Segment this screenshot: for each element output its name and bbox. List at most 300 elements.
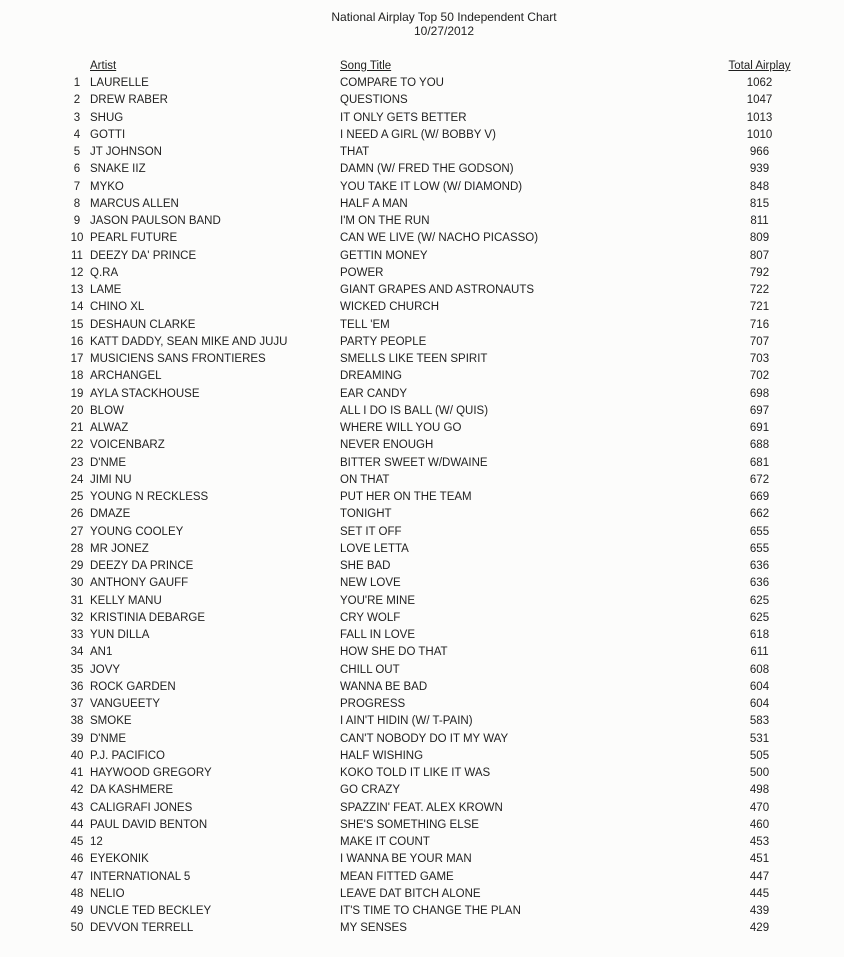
cell-spacer [0, 110, 64, 127]
cell-total: 445 [749, 887, 770, 900]
cell-artist: SNAKE IIZ [90, 163, 146, 176]
cell-artist: DESHAUN CLARKE [90, 318, 196, 331]
cell-spacer [0, 731, 64, 748]
cell-total: 1047 [746, 94, 773, 107]
cell-spacer [0, 144, 64, 161]
cell-total: 505 [749, 749, 770, 762]
cell-spacer [0, 248, 64, 265]
cell-song: NEW LOVE [340, 577, 401, 590]
table-row [0, 782, 844, 799]
table-row [0, 558, 844, 575]
cell-spacer [0, 627, 64, 644]
cell-total: 447 [749, 870, 770, 883]
cell-artist: JASON PAULSON BAND [90, 215, 221, 227]
cell-total: 698 [749, 387, 770, 400]
table-row [0, 455, 844, 472]
cell-spacer [0, 282, 64, 299]
table-row [0, 765, 844, 782]
cell-spacer [0, 610, 64, 627]
cell-song: MEAN FITTED GAME [340, 870, 454, 883]
cell-spacer [0, 92, 64, 109]
cell-rank: 41 [70, 767, 84, 779]
table-row [0, 75, 844, 92]
cell-artist: YOUNG COOLEY [90, 525, 184, 538]
table-row [0, 593, 844, 610]
cell-song: LEAVE DAT BITCH ALONE [340, 887, 481, 900]
cell-rank: 19 [70, 387, 84, 400]
cell-song: MAKE IT COUNT [340, 836, 430, 848]
cell-rank: 47 [70, 870, 84, 883]
table-row [0, 110, 844, 127]
cell-song: YOU'RE MINE [340, 594, 416, 607]
cell-song: WHERE WILL YOU GO [340, 422, 462, 434]
cell-artist: JIMI NU [90, 473, 132, 486]
cell-total: 625 [749, 594, 770, 607]
cell-spacer [0, 351, 64, 368]
cell-rank: 33 [70, 629, 84, 641]
cell-song: KOKO TOLD IT LIKE IT WAS [340, 767, 491, 779]
cell-total: 809 [749, 232, 770, 245]
cell-rank: 36 [70, 680, 84, 693]
cell-spacer [0, 265, 64, 282]
cell-total: 611 [750, 646, 769, 659]
cell-total: 1062 [746, 77, 773, 89]
cell-rank: 23 [70, 456, 84, 469]
cell-artist: DMAZE [90, 508, 131, 521]
cell-spacer [0, 644, 64, 661]
cell-rank: 5 [73, 146, 81, 158]
table-row [0, 334, 844, 351]
cell-artist: P.J. PACIFICO [90, 749, 165, 762]
cell-artist: BLOW [90, 404, 124, 417]
table-row [0, 851, 844, 868]
cell-song: I NEED A GIRL (W/ BOBBY V) [340, 128, 496, 141]
cell-song: GO CRAZY [340, 784, 401, 797]
header-spacer [0, 58, 64, 75]
cell-song: CAN WE LIVE (W/ NACHO PICASSO) [340, 232, 539, 245]
cell-artist: Q.RA [90, 266, 119, 279]
cell-spacer [0, 506, 64, 523]
table-row [0, 282, 844, 299]
cell-total: 636 [749, 560, 770, 572]
cell-rank: 18 [70, 370, 84, 383]
cell-spacer [0, 196, 64, 213]
cell-rank: 38 [70, 715, 84, 728]
cell-artist: VANGUEETY [90, 698, 161, 710]
cell-total: 451 [749, 853, 770, 866]
cell-total: 636 [749, 577, 770, 590]
cell-total: 807 [749, 249, 770, 262]
cell-spacer [0, 386, 64, 403]
cell-rank: 46 [70, 853, 84, 866]
cell-artist: ALWAZ [90, 422, 129, 434]
cell-total: 811 [750, 215, 769, 227]
cell-rank: 3 [73, 111, 81, 124]
cell-total: 848 [749, 180, 770, 193]
cell-spacer [0, 455, 64, 472]
cell-artist: AYLA STACKHOUSE [90, 387, 200, 400]
cell-song: TONIGHT [340, 508, 392, 521]
cell-total: 688 [749, 439, 770, 452]
cell-total: 531 [749, 732, 770, 745]
cell-rank: 22 [70, 439, 84, 452]
table-row [0, 662, 844, 679]
header-row [0, 58, 844, 75]
cell-song: CRY WOLF [340, 611, 401, 624]
cell-artist: UNCLE TED BECKLEY [90, 905, 212, 917]
cell-song: ALL I DO IS BALL (W/ QUIS) [340, 404, 489, 417]
table-row [0, 386, 844, 403]
table-row [0, 713, 844, 730]
table-row [0, 196, 844, 213]
cell-total: 722 [749, 284, 770, 296]
cell-rank: 13 [70, 284, 84, 296]
cell-total: 625 [749, 611, 770, 624]
cell-artist: EYEKONIK [90, 853, 149, 866]
cell-artist: DREW RABER [90, 94, 168, 107]
cell-spacer [0, 437, 64, 454]
cell-song: IT'S TIME TO CHANGE THE PLAN [340, 905, 521, 917]
cell-song: THAT [340, 146, 370, 158]
cell-rank: 4 [73, 128, 81, 141]
cell-spacer [0, 299, 64, 316]
cell-artist: SHUG [90, 111, 124, 124]
cell-total: 703 [749, 353, 770, 365]
cell-song: COMPARE TO YOU [340, 77, 444, 89]
cell-song: LOVE LETTA [340, 542, 409, 555]
cell-rank: 40 [70, 749, 84, 762]
chart-table-body [0, 75, 844, 938]
cell-song: GETTIN MONEY [340, 249, 428, 262]
cell-total: 716 [749, 318, 770, 331]
cell-song: WICKED CHURCH [340, 301, 440, 314]
cell-total: 498 [749, 784, 770, 797]
cell-spacer [0, 920, 64, 937]
cell-rank: 11 [71, 249, 83, 262]
cell-total: 608 [749, 663, 770, 676]
table-row [0, 403, 844, 420]
cell-song: SMELLS LIKE TEEN SPIRIT [340, 353, 488, 365]
cell-total: 792 [749, 266, 770, 279]
cell-rank: 20 [70, 404, 84, 417]
cell-total: 439 [749, 905, 770, 917]
cell-total: 453 [749, 836, 770, 848]
cell-song: DREAMING [340, 370, 402, 383]
cell-artist: INTERNATIONAL 5 [90, 870, 191, 883]
cell-artist: YUN DILLA [90, 629, 150, 641]
column-header-total-airplay: Total Airplay [728, 60, 791, 72]
cell-artist: 12 [90, 836, 103, 848]
cell-rank: 27 [70, 525, 84, 538]
cell-rank: 9 [73, 215, 81, 227]
cell-artist: GOTTI [90, 128, 126, 141]
cell-rank: 30 [70, 577, 84, 590]
cell-total: 697 [749, 404, 770, 417]
cell-spacer [0, 558, 64, 575]
table-row [0, 644, 844, 661]
cell-rank: 12 [70, 266, 84, 279]
cell-song: POWER [340, 266, 384, 279]
cell-song: WANNA BE BAD [340, 680, 428, 693]
cell-song: CHILL OUT [340, 663, 400, 676]
cell-total: 707 [749, 335, 770, 348]
cell-spacer [0, 765, 64, 782]
cell-total: 429 [749, 922, 770, 935]
cell-song: I'M ON THE RUN [340, 215, 430, 227]
cell-spacer [0, 317, 64, 334]
table-row [0, 506, 844, 523]
table-row [0, 627, 844, 644]
cell-song: SHE BAD [340, 560, 391, 572]
cell-artist: ARCHANGEL [90, 370, 162, 383]
cell-spacer [0, 782, 64, 799]
cell-rank: 2 [73, 94, 81, 107]
cell-rank: 17 [70, 353, 84, 365]
cell-rank: 14 [70, 301, 84, 314]
cell-artist: JT JOHNSON [90, 146, 162, 158]
cell-artist: JOVY [90, 663, 121, 676]
table-row [0, 144, 844, 161]
cell-rank: 49 [70, 905, 84, 917]
cell-song: SET IT OFF [340, 525, 402, 538]
cell-song: IT ONLY GETS BETTER [340, 111, 467, 124]
cell-total: 500 [749, 767, 770, 779]
cell-spacer [0, 593, 64, 610]
cell-song: PARTY PEOPLE [340, 335, 427, 348]
table-row [0, 420, 844, 437]
cell-artist: KELLY MANU [90, 594, 162, 607]
table-row [0, 317, 844, 334]
cell-spacer [0, 161, 64, 178]
cell-total: 691 [749, 422, 770, 434]
cell-rank: 29 [70, 560, 84, 572]
cell-song: TELL 'EM [340, 318, 390, 331]
cell-artist: PEARL FUTURE [90, 232, 178, 245]
table-row [0, 696, 844, 713]
cell-total: 815 [749, 197, 770, 210]
page-title: National Airplay Top 50 Independent Chart [331, 10, 557, 24]
cell-song: YOU TAKE IT LOW (W/ DIAMOND) [340, 180, 523, 193]
cell-spacer [0, 851, 64, 868]
table-row [0, 869, 844, 886]
cell-song: NEVER ENOUGH [340, 439, 434, 452]
cell-artist: HAYWOOD GREGORY [90, 767, 212, 779]
cell-rank: 44 [70, 818, 84, 831]
table-row [0, 248, 844, 265]
cell-song: SHE'S SOMETHING ELSE [340, 818, 479, 831]
cell-total: 1013 [746, 111, 773, 124]
cell-total: 604 [749, 680, 770, 693]
cell-song: HALF A MAN [340, 197, 408, 210]
cell-rank: 16 [70, 335, 84, 348]
page-date: 10/27/2012 [413, 24, 475, 38]
cell-rank: 15 [70, 318, 84, 331]
cell-rank: 1 [73, 77, 81, 89]
table-row [0, 179, 844, 196]
table-row [0, 748, 844, 765]
table-row [0, 92, 844, 109]
table-row [0, 800, 844, 817]
cell-rank: 24 [70, 473, 84, 486]
cell-rank: 25 [70, 491, 84, 503]
cell-artist: DEVVON TERRELL [90, 922, 194, 935]
cell-spacer [0, 489, 64, 506]
cell-rank: 35 [70, 663, 84, 676]
cell-spacer [0, 334, 64, 351]
cell-spacer [0, 75, 64, 92]
cell-total: 655 [749, 525, 770, 538]
cell-rank: 42 [70, 784, 84, 797]
cell-song: CAN'T NOBODY DO IT MY WAY [340, 732, 509, 745]
cell-artist: MARCUS ALLEN [90, 197, 179, 210]
cell-song: EAR CANDY [340, 387, 408, 400]
table-row [0, 127, 844, 144]
cell-rank: 50 [70, 922, 84, 935]
cell-spacer [0, 127, 64, 144]
cell-total: 604 [749, 698, 770, 710]
cell-song: HALF WISHING [340, 749, 424, 762]
cell-total: 669 [749, 491, 770, 503]
table-row [0, 524, 844, 541]
cell-artist: ANTHONY GAUFF [90, 577, 189, 590]
table-row [0, 230, 844, 247]
table-row [0, 679, 844, 696]
cell-total: 470 [749, 801, 770, 814]
cell-artist: DEEZY DA PRINCE [90, 560, 194, 572]
cell-song: SPAZZIN' FEAT. ALEX KROWN [340, 801, 503, 814]
cell-artist: DA KASHMERE [90, 784, 174, 797]
cell-total: 1010 [746, 128, 773, 141]
cell-artist: MR JONEZ [90, 542, 149, 555]
cell-total: 583 [749, 715, 770, 728]
cell-spacer [0, 541, 64, 558]
cell-artist: D'NME [90, 732, 127, 745]
cell-total: 721 [749, 301, 770, 314]
table-row [0, 368, 844, 385]
table-row [0, 265, 844, 282]
cell-rank: 28 [70, 542, 84, 555]
cell-song: GIANT GRAPES AND ASTRONAUTS [340, 284, 535, 296]
cell-spacer [0, 368, 64, 385]
table-row [0, 575, 844, 592]
cell-spacer [0, 403, 64, 420]
cell-rank: 26 [70, 508, 84, 521]
cell-spacer [0, 179, 64, 196]
cell-rank: 21 [70, 422, 84, 434]
cell-total: 939 [749, 163, 770, 176]
cell-spacer [0, 834, 64, 851]
cell-spacer [0, 575, 64, 592]
cell-song: FALL IN LOVE [340, 629, 415, 641]
cell-rank: 7 [73, 180, 81, 193]
cell-spacer [0, 869, 64, 886]
cell-song: ON THAT [340, 473, 390, 486]
table-row [0, 213, 844, 230]
cell-artist: MUSICIENS SANS FRONTIERES [90, 353, 266, 365]
table-row [0, 299, 844, 316]
table-row [0, 161, 844, 178]
cell-rank: 32 [70, 611, 84, 624]
cell-song: HOW SHE DO THAT [340, 646, 448, 659]
cell-song: I AIN'T HIDIN (W/ T-PAIN) [340, 715, 473, 728]
cell-artist: D'NME [90, 456, 127, 469]
cell-rank: 34 [70, 646, 84, 659]
cell-rank: 31 [70, 594, 84, 607]
cell-spacer [0, 713, 64, 730]
cell-song: BITTER SWEET W/DWAINE [340, 456, 488, 469]
cell-spacer [0, 662, 64, 679]
cell-artist: MYKO [90, 180, 124, 193]
table-row [0, 472, 844, 489]
cell-rank: 6 [73, 163, 81, 176]
header-rank [64, 58, 90, 75]
cell-artist: DEEZY DA' PRINCE [90, 249, 197, 262]
cell-total: 702 [749, 370, 770, 383]
column-header-song-title: Song Title [340, 60, 392, 72]
table-row [0, 541, 844, 558]
table-row [0, 886, 844, 903]
cell-artist: VOICENBARZ [90, 439, 165, 452]
cell-artist: CHINO XL [90, 301, 145, 314]
cell-total: 966 [749, 146, 770, 158]
cell-song: PUT HER ON THE TEAM [340, 491, 472, 503]
cell-artist: KATT DADDY, SEAN MIKE AND JUJU [90, 335, 288, 348]
cell-song: PROGRESS [340, 698, 406, 710]
cell-spacer [0, 903, 64, 920]
table-row [0, 437, 844, 454]
cell-artist: LAME [90, 284, 122, 296]
cell-spacer [0, 817, 64, 834]
table-row [0, 731, 844, 748]
cell-rank: 43 [70, 801, 84, 814]
table-row [0, 903, 844, 920]
cell-spacer [0, 679, 64, 696]
cell-rank: 37 [70, 698, 84, 710]
cell-rank: 10 [70, 232, 84, 245]
cell-spacer [0, 748, 64, 765]
cell-spacer [0, 420, 64, 437]
cell-artist: LAURELLE [90, 77, 149, 89]
cell-total: 662 [749, 508, 770, 521]
cell-rank: 39 [70, 732, 84, 745]
column-header-artist: Artist [90, 60, 117, 72]
cell-spacer [0, 886, 64, 903]
cell-song: QUESTIONS [340, 94, 408, 107]
table-row [0, 920, 844, 937]
cell-spacer [0, 230, 64, 247]
cell-song: I WANNA BE YOUR MAN [340, 853, 472, 866]
cell-artist: KRISTINIA DEBARGE [90, 611, 206, 624]
cell-total: 460 [749, 818, 770, 831]
cell-song: DAMN (W/ FRED THE GODSON) [340, 163, 514, 176]
document-header [0, 0, 844, 38]
airplay-chart-table [0, 58, 844, 938]
cell-rank: 48 [70, 887, 84, 900]
table-row [0, 834, 844, 851]
cell-artist: NELIO [90, 887, 125, 900]
cell-artist: CALIGRAFI JONES [90, 801, 193, 814]
cell-rank: 8 [73, 197, 81, 210]
cell-total: 655 [749, 542, 770, 555]
cell-spacer [0, 472, 64, 489]
cell-song: MY SENSES [340, 922, 407, 935]
cell-total: 681 [749, 456, 770, 469]
table-row [0, 610, 844, 627]
cell-spacer [0, 524, 64, 541]
table-row [0, 351, 844, 368]
table-row [0, 489, 844, 506]
cell-artist: PAUL DAVID BENTON [90, 818, 208, 831]
